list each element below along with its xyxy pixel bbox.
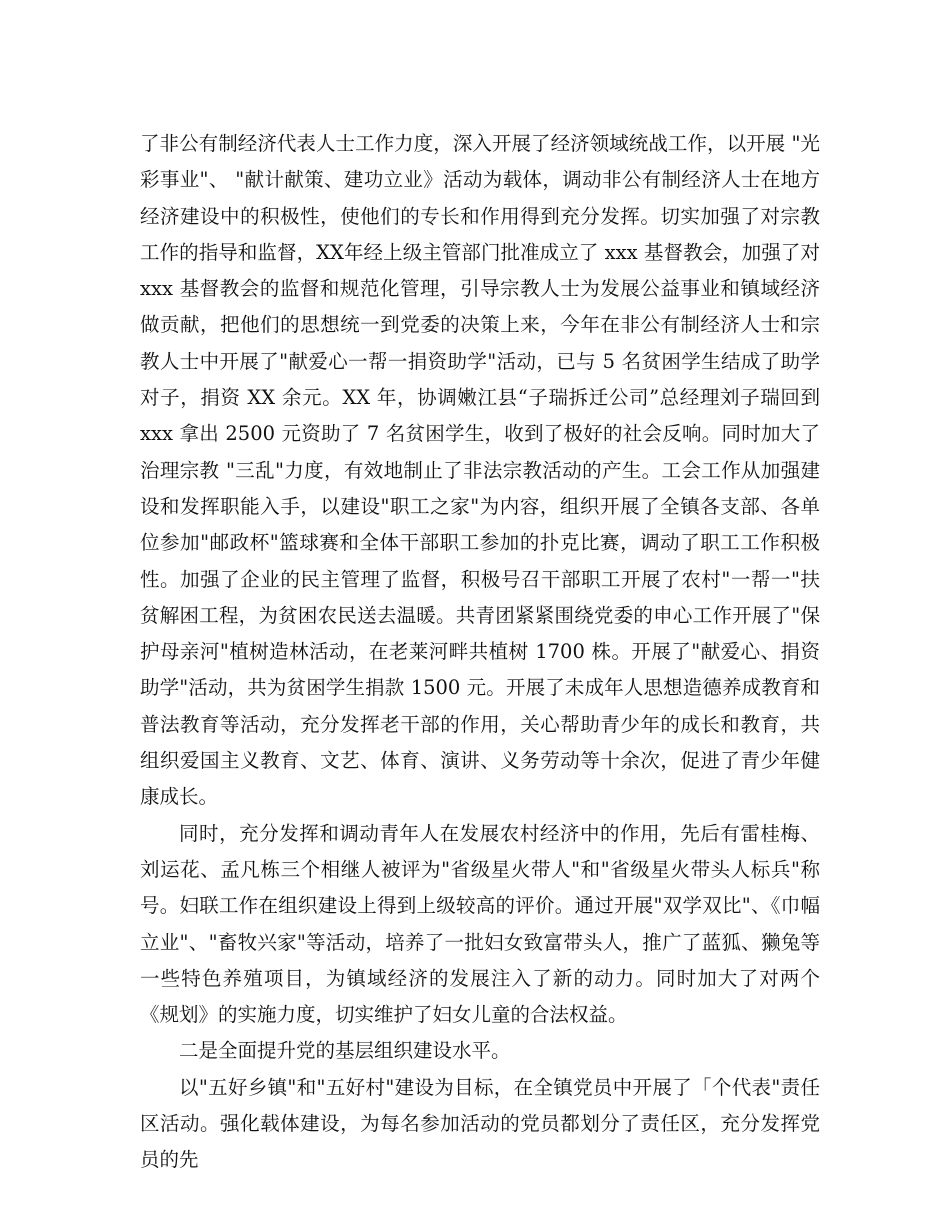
paragraph-4: 以"五好乡镇"和"五好村"建设为目标，在全镇党员中开展了「个代表"责任区活动。强化载体建设，为每名参加活动的党员都划分了责任区，充分发挥党员的先 xyxy=(140,1075,820,1172)
paragraph-3-heading: 二是全面提升党的基层组织建设水平。 xyxy=(179,1039,511,1063)
paragraph-1: 了非公有制经济代表人士工作力度，深入开展了经济领域统战工作，以开展 "光彩事业"、 "献计献策、建功立业》活动为载体，调动非公有制经济人士在地方经济建设中的积极性，使他们的专长和作用得到充分发挥。切实加强了对宗教工作的指导和监督，XX年经上级主管部门批准成立了 xxx 基督教会，加强了对 xxx 基督教会的监督和规范化管理，引导宗教人士为发展公益事业和镇域经济做贡献，把他们的思想统一到党委的决策上来，今年在非公有制经济人士和宗教人士中开展了"献爱心一帮一捐资助学"活动，已与 5 名贫困学生结成了助学对子，捐资 XX 余元。XX 年，协调嫩江县“子瑞拆迁公司”总经理刘子瑞回到 xxx 拿出 2500 元资助了 7 名贫困学生，收到了极好的社会反响。同时加大了治理宗教 "三乱"力度，有效地制止了非法宗教活动的产生。工会工作从加强建设和发挥职能入手，以建设"职工之家"为内容，组织开展了全镇各支部、各单位参加"邮政杯"篮球赛和全体干部职工参加的扑克比赛，调动了职工工作积极性。加强了企业的民主管理了监督，积极号召干部职工开展了农村"一帮一"扶贫解困工程，为贫困农民送去温暖。共青团紧紧围绕党委的申心工作开展了"保护母亲河"植树造林活动，在老莱河畔共植树 1700 株。开展了"献爱心、捐资助学"活动，共为贫困学生捐款 1500 元。开展了未成年人思想造德养成教育和普法教育等活动，充分发挥老干部的作用，关心帮助青少年的成长和教育，共组织爱国主义教育、文艺、体育、演讲、义务劳动等十余次，促进了青少年健康成长。 xyxy=(140,132,820,809)
document-body xyxy=(140,126,820,1179)
paragraph-2: 同时，充分发挥和调动青年人在发展农村经济中的作用，先后有雷桂梅、刘运花、孟凡栋三个相继人被评为"省级星火带人"和"省级星火带头人标兵"称号。妇联工作在组织建设上得到上级较高的评价。通过开展"双学双比"、《巾幅立业"、"畜牧兴家"等活动，培养了一批妇女致富带头人，推广了蓝狐、獭兔等一些特色养殖项目，为镇域经济的发展注入了新的动力。同时加大了对两个《规划》的实施力度，切实维护了妇女儿童的合法权益。 xyxy=(140,821,820,1027)
